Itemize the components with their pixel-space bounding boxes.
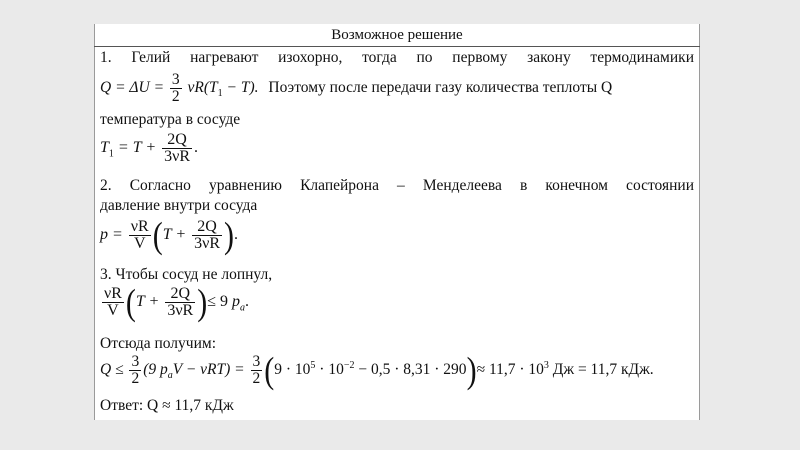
solution-document bbox=[94, 24, 700, 420]
eq1-left: Q = ΔU = bbox=[100, 79, 165, 97]
step1-line1: 1. Гелий нагревают изохорно, тогда по первому закону термодинамики bbox=[100, 49, 694, 66]
step1-equation-line: Q = ΔU = $\frac{3}{2}$ $\nu R(T_1 - T)$. Поэтому после передачи газу количества теплоты Q bbox=[100, 71, 613, 105]
step2-line2: давление внутри сосуда bbox=[100, 197, 258, 214]
step4-line1: Отсюда получим: bbox=[100, 335, 217, 352]
page-title: Возможное решение bbox=[94, 24, 700, 47]
step1-line3: температура в сосуде bbox=[100, 111, 241, 128]
equation-p: p = $\frac{\nu R}{V}$ (T + $\frac{2Q}{3\nu R}$ ). bbox=[100, 214, 239, 256]
equation-final: Q ≤ $\frac{3}{2}$ (9 $p_aV - \nu RT$) = $\frac{3}{2}$ $(9 \cdot 10^5 \cdot 10^{-2} - 0,5 \cdot 8,31 \cdot 290)\approx 11,7 \cdot 10^3$ Дж = 11,7 кДж. bbox=[100, 349, 654, 391]
left-border bbox=[94, 24, 95, 420]
answer-line: Ответ: Q ≈ 11,7 кДж bbox=[100, 397, 234, 414]
right-border bbox=[699, 24, 700, 420]
step3-line1: 3. Чтобы сосуд не лопнул, bbox=[100, 266, 273, 283]
equation-T1: $T_1 = T$ + $\frac{2Q}{3\nu R}$ . bbox=[100, 131, 199, 165]
step2-line1: 2. Согласно уравнению Клапейрона – Менделеева в конечном состоянии bbox=[100, 177, 694, 194]
equation-inequality: $\frac{\nu R}{V}$ (T + $\frac{2Q}{3\nu R}$ )≤ 9 $p_a$. bbox=[104, 281, 249, 323]
eq1-fraction: $\frac{3}{2}$ bbox=[171, 71, 180, 105]
step1-text-after: Поэтому после передачи газу количества теплоты Q bbox=[268, 79, 613, 97]
